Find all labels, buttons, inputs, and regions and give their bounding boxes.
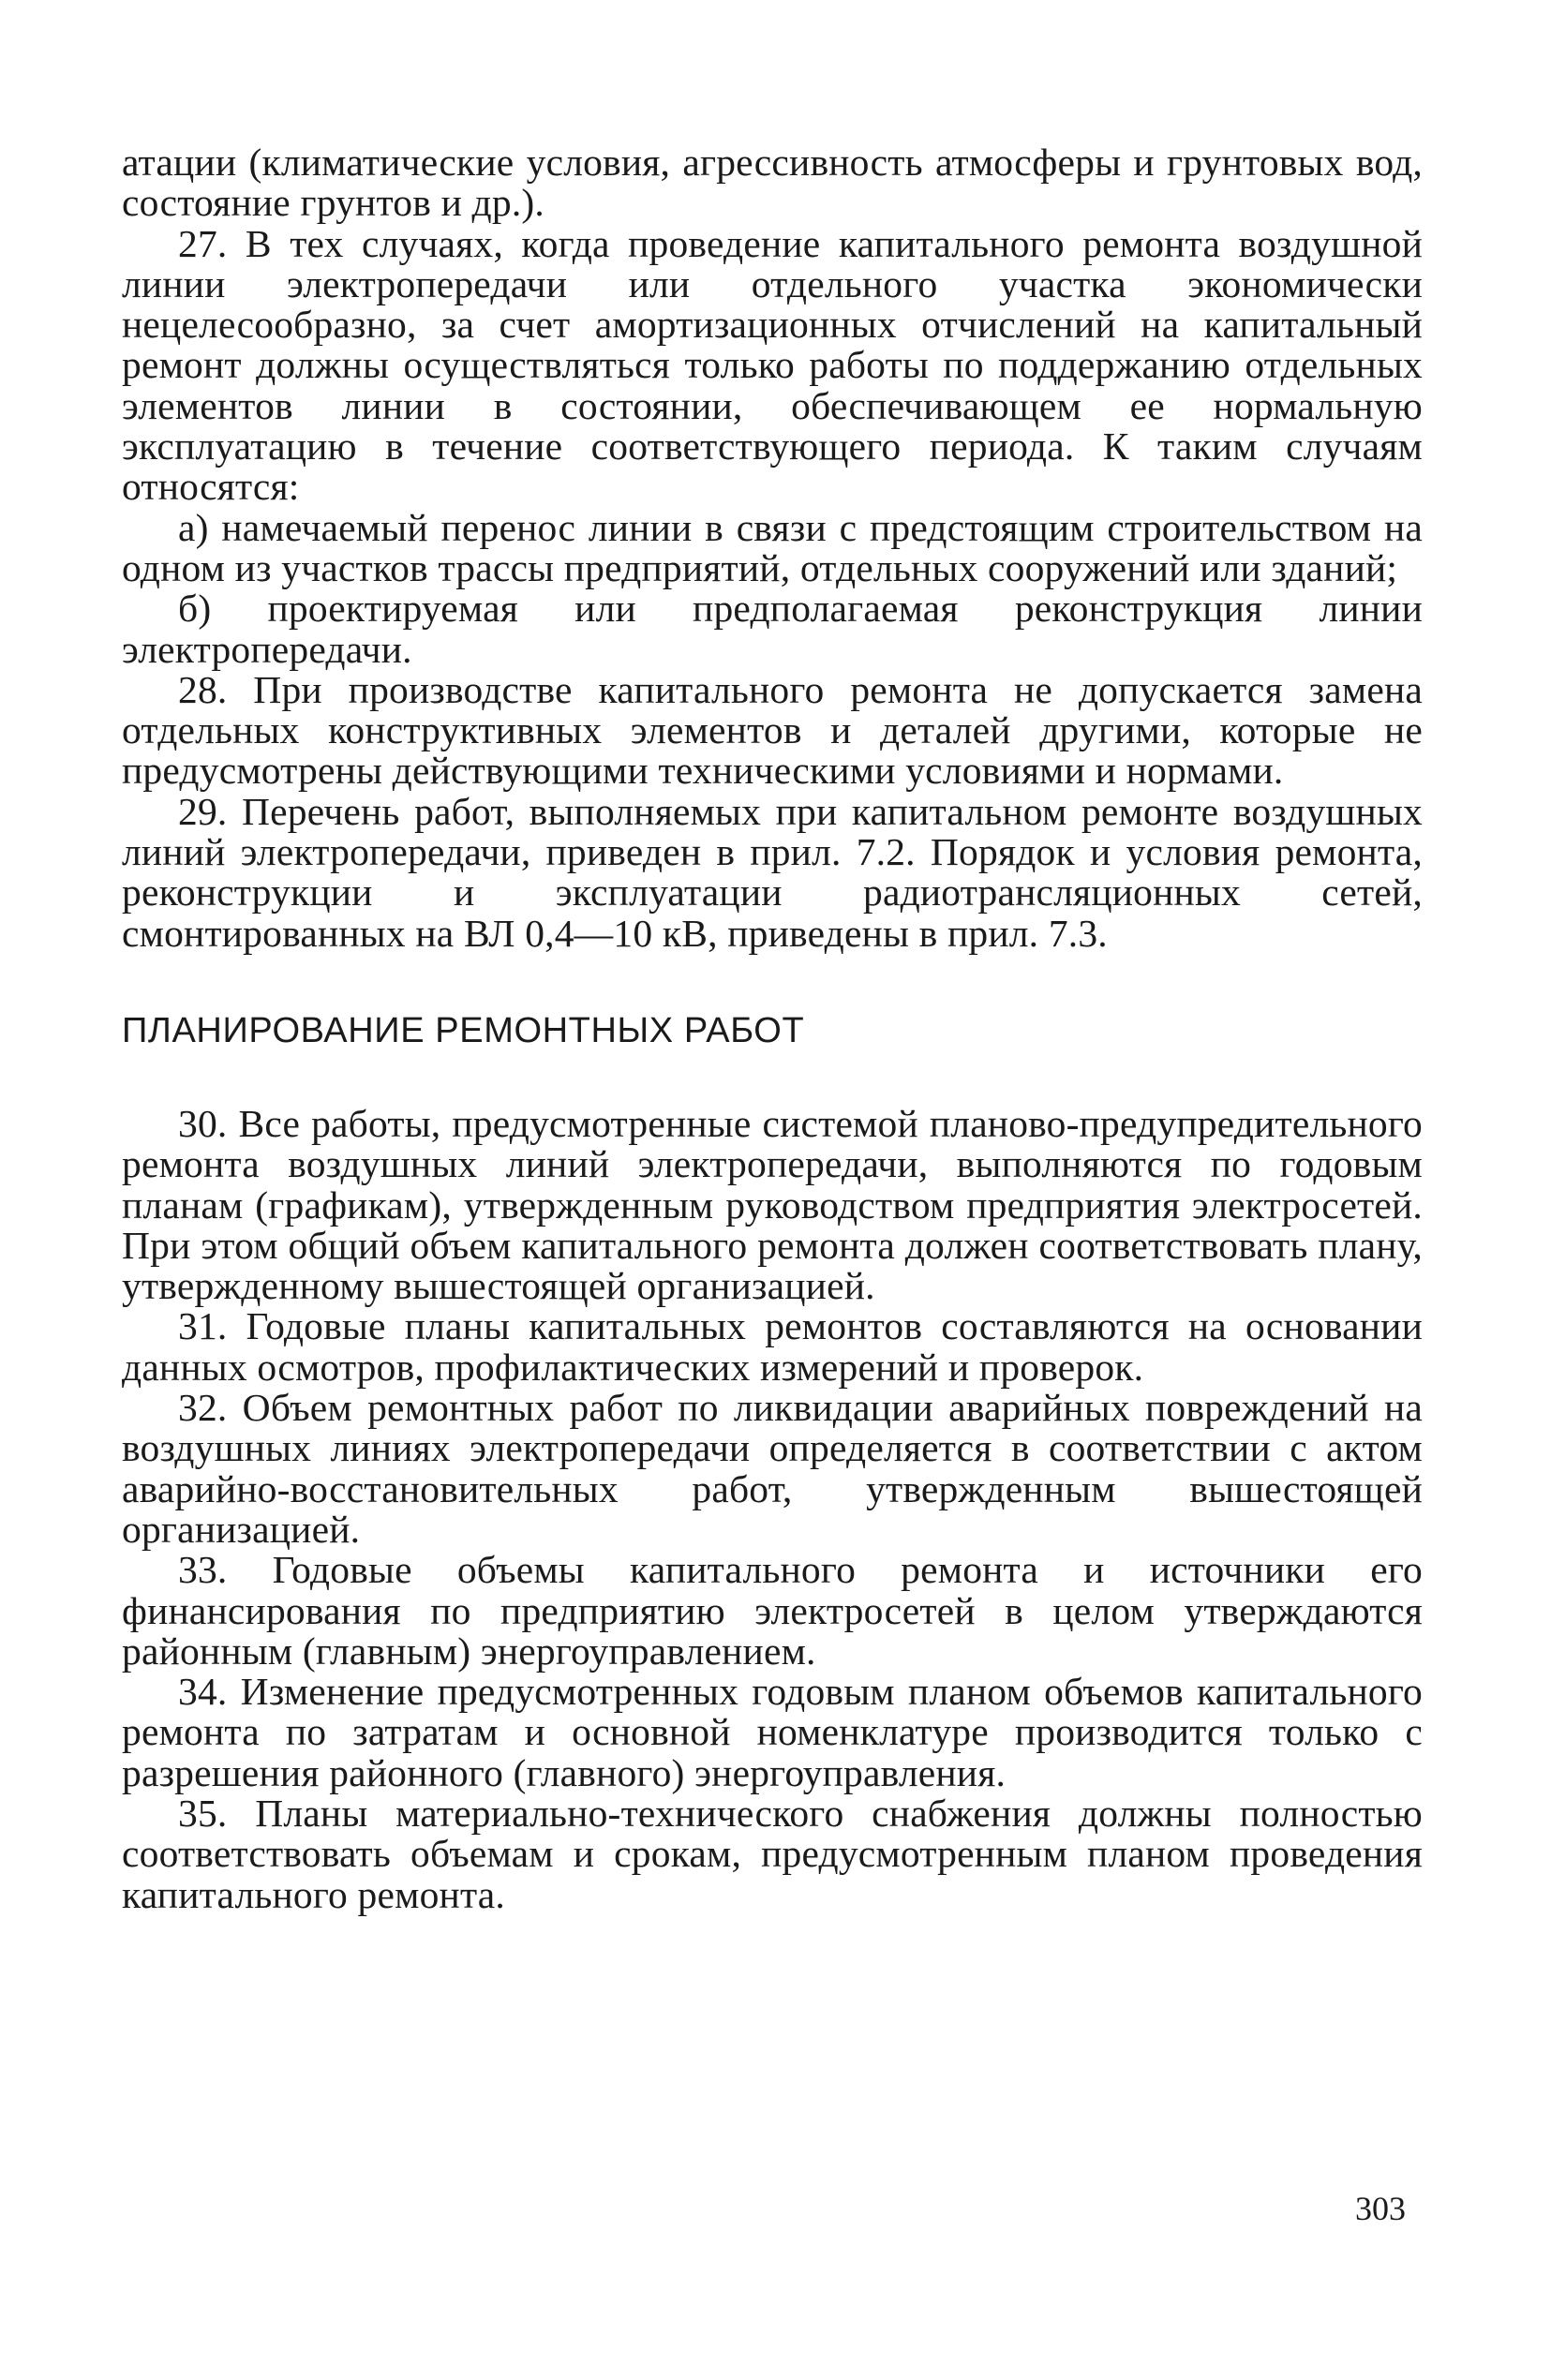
paragraph-27a: а) намечаемый перенос линии в связи с предстоящим строительством на одном из участков трассы предприятий, отдельных сооружений или зданий;: [122, 505, 1423, 589]
page-body: [122, 142, 1423, 1915]
paragraph-28: 28. При производстве капитального ремонта не допускается замена отдельных конструктивных элементов и деталей другими, которые не предусмотрены действующими техническими условиями и нормами.: [122, 667, 1423, 793]
paragraph-30: 30. Все работы, предусмотренные системой планово-предупредительного ремонта воздушных линий электропередачи, выполняются по годовым планам (графикам), утвержденным руководством предприятия электросетей. При этом общий объем капитального ремонта должен соответствовать плану, утвержденному вышестоящей организацией.: [122, 1101, 1423, 1308]
paragraph-29: 29. Перечень работ, выполняемых при капитальном ремонте воздушных линий электропередачи, приведен в прил. 7.2. Порядок и условия ремонта, реконструкции и эксплуатации радиотрансляционных сетей, смонтированных на ВЛ 0,4—10 кВ, приведены в прил. 7.3.: [122, 789, 1423, 955]
paragraph-33: 33. Годовые объемы капитального ремонта и источники его финансирования по предприятию электросетей в целом утверждаются районным (главным) энергоуправлением.: [122, 1548, 1423, 1673]
paragraph-31: 31. Годовые планы капитальных ремонтов составляются на основании данных осмотров, профилактических измерений и проверок.: [122, 1304, 1423, 1389]
paragraph-34: 34. Изменение предусмотренных годовым планом объемов капитального ремонта по затратам и основной номенклатуре производится только с разрешения районного (главного) энергоуправления.: [122, 1670, 1423, 1794]
paragraph-32: 32. Объем ремонтных работ по ликвидации аварийных повреждений на воздушных линиях электропередачи определяется в соответствии с актом аварийно-восстановительных работ, утвержденным вышестоящей организацией.: [122, 1386, 1423, 1551]
paragraph-continuation: атации (климатические условия, агрессивность атмосферы и грунтовых вод, состояние грунтов и др.).: [122, 141, 1423, 225]
paragraph-27: 27. В тех случаях, когда проведение капитального ремонта воздушной линии электропередачи или отдельного участка экономически нецелесообразно, за счет амортизационных отчислений на капитальный ремонт должны осуществляться только работы по поддержанию отдельных элементов линии в состоянии, обеспечивающем ее нормальную эксплуатацию в течение соответствующего периода. К таким случаям относятся:: [122, 221, 1423, 509]
paragraph-27b: б) проектируемая или предполагаемая реконструкция линии электропередачи.: [122, 587, 1423, 671]
paragraph-35: 35. Планы материально-технического снабжения должны полностью соответствовать объемам и срокам, предусмотренным планом проведения капитального ремонта.: [122, 1791, 1423, 1916]
page-number: 303: [1355, 2190, 1406, 2227]
section-heading: ПЛАНИРОВАНИЕ РЕМОНТНЫХ РАБОТ: [122, 1010, 805, 1050]
